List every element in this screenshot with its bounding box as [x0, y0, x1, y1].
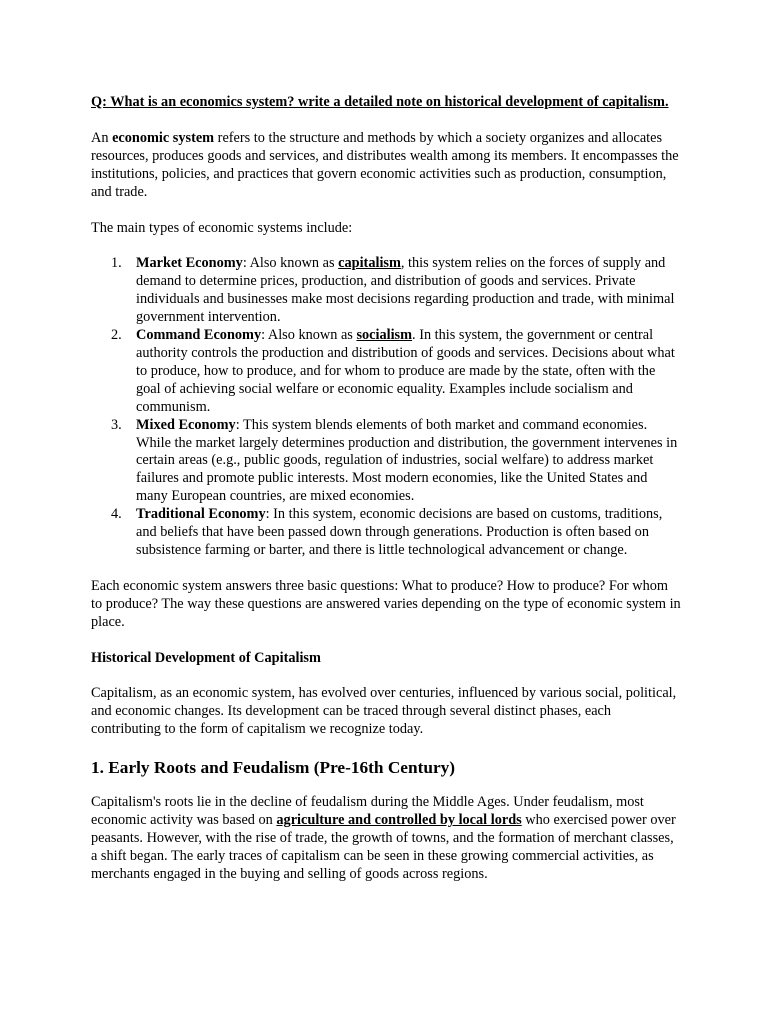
list-item: [91, 506, 681, 560]
question-heading: Q: What is an economics system? write a detailed note on historical development of capitalism.: [91, 94, 669, 110]
list-number: 4.: [111, 506, 122, 523]
intro-paragraph: [91, 130, 681, 202]
type-keyword: capitalism: [338, 255, 401, 272]
type-rest: , this system relies on the forces of supply and demand to determine prices, production, and distribution of goods and services. Private individuals and businesses make most decisions regarding production and trade, with minimal government intervention.: [136, 255, 675, 326]
type-rest: : This system blends elements of both market and command economies. While the market largely determines production and distribution, the government intervenes in certain areas (e.g., public goods, regulation of industries, social welfare) to address market failures and promote public interests. Most modern economies, like the United States and many European countries, are mixed economies.: [136, 416, 678, 505]
types-intro: The main types of economic systems include:: [91, 219, 353, 236]
type-term: Command Economy: [136, 327, 262, 344]
type-keyword: socialism: [356, 327, 413, 344]
section-1-paragraph: [91, 794, 681, 884]
list-item: [91, 417, 681, 507]
type-term: Mixed Economy: [136, 416, 236, 433]
list-number: 2.: [111, 327, 122, 344]
document-page: [91, 94, 681, 902]
intro-term: economic system: [112, 129, 215, 146]
list-item: [91, 255, 681, 327]
type-pre: : Also known as: [261, 327, 357, 344]
questions-paragraph: Each economic system answers three basic questions: What to produce? How to produce? For whom to produce? The way these questions are answered varies depending on the type of economic system in place.: [91, 577, 681, 630]
section-1-pre: Capitalism's roots lie in the decline of feudalism during the Middle Ages. Under feudalism, most economic activity was based on: [91, 794, 644, 829]
type-term: Market Economy: [136, 255, 243, 272]
list-item: [91, 327, 681, 417]
economic-types-list: [91, 255, 681, 559]
section-1-rest: who exercised power over peasants. However, with the rise of trade, the growth of towns, and the formation of merchant classes, a shift began. The early traces of capitalism can be seen in these growing commercial activities, as merchants engaged in the buying and selling of goods across regions.: [91, 812, 676, 882]
list-number: 3.: [111, 416, 122, 433]
type-pre: : Also known as: [242, 255, 339, 272]
history-intro: Capitalism, as an economic system, has evolved over centuries, influenced by various social, political, and economic changes. Its development can be traced through several distinct phases, each contributing to the form of capitalism we recognize today.: [91, 685, 677, 738]
section-1-emphasis: agriculture and controlled by local lords: [276, 812, 522, 829]
list-number: 1.: [111, 255, 122, 272]
type-rest: . In this system, the government or central authority controls the production and distribution of goods and services. Decisions about what to produce, how to produce, and for whom to produce are made by the state, often with the goal of achieving social welfare or economic equality. Examples include socialism and communism.: [136, 327, 675, 415]
history-heading: Historical Development of Capitalism: [91, 649, 321, 666]
intro-rest: refers to the structure and methods by which a society organizes and allocates resources, produces goods and services, and distributes wealth among its members. It encompasses the institutions, policies, and practices that govern economic activities such as production, consumption, and trade.: [91, 129, 679, 200]
intro-prefix: An: [91, 129, 113, 146]
type-term: Traditional Economy: [136, 506, 266, 523]
type-rest: : In this system, economic decisions are based on customs, traditions, and beliefs that have been passed down through generations. Production is often based on subsistence farming or barter, and there is little technological advancement or change.: [136, 506, 663, 558]
section-1-heading: 1. Early Roots and Feudalism (Pre-16th Century): [91, 758, 456, 778]
